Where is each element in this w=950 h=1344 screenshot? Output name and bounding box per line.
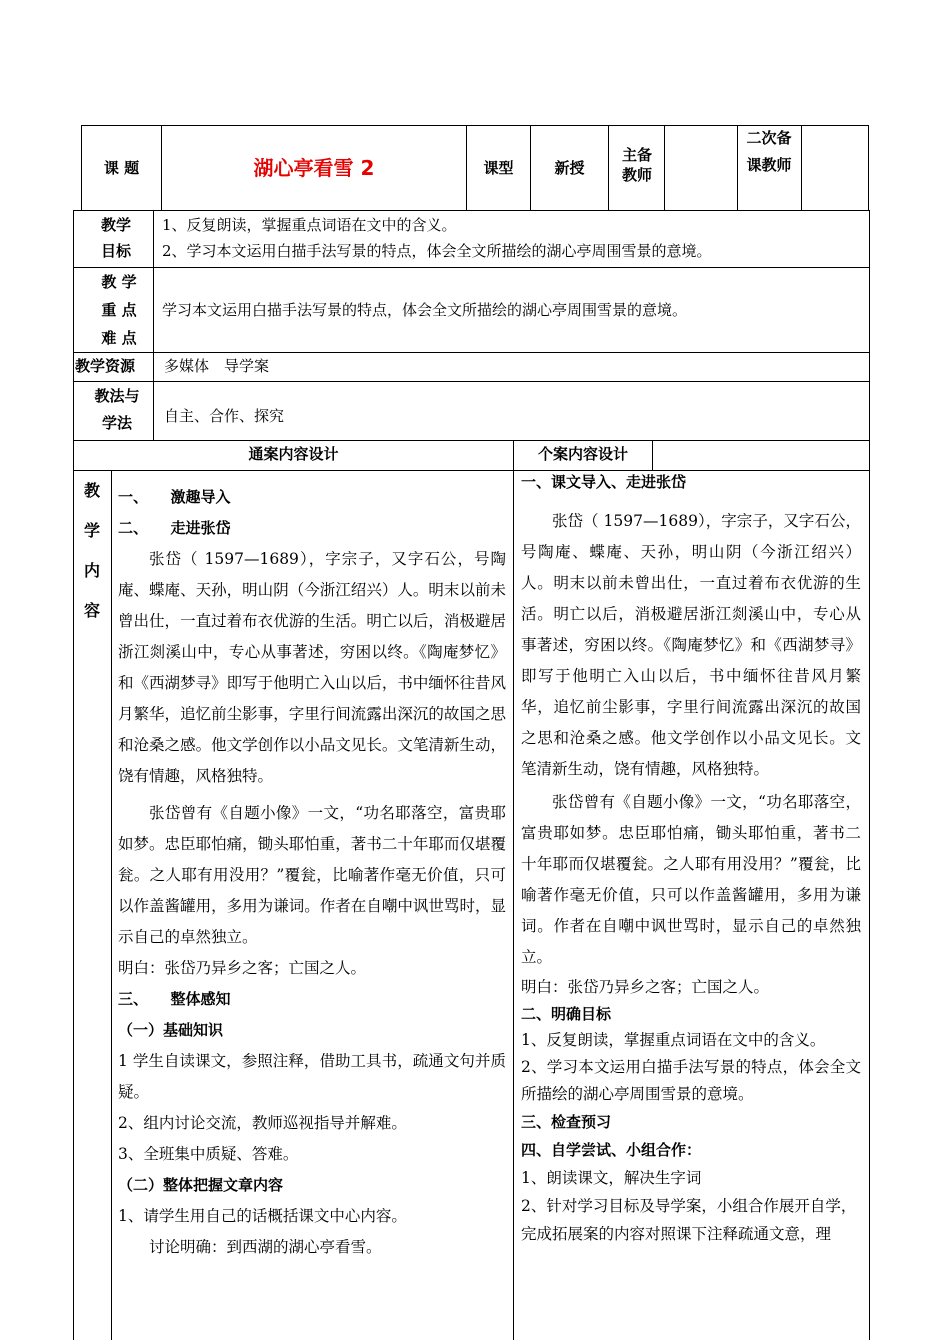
goals-item: 1、反复朗读，掌握重点词语在文中的含义。: [162, 216, 457, 234]
side-label: 教 学 内 容: [83, 481, 100, 620]
common-paragraph-2: 张岱曾有《自题小像》一文，“功名耶落空，富贵耶如梦。忠臣耶怕痛，锄头耶怕重，著书二十年耶而仅堪覆瓮。之人耶有用没用？”覆瓮，比喻著作毫无价值，只可以作盖酱罐用，多用为谦词。作者在自嘲中讽世骂时，显示自己的卓然独立。: [118, 804, 506, 946]
type-label: 课型: [483, 159, 514, 177]
topic-label: 课 题: [103, 159, 140, 177]
individual-task-item: 完成拓展案的内容对照课下注释疏通文意，理: [521, 1225, 832, 1243]
common-paragraph-1: 张岱（ 1597—1689），字宗子，又字石公，号陶庵、蝶庵、天孙，明山阴（今浙江绍兴）人。明末以前未曾出仕，一直过着布衣优游的生活。明亡以后，消极避居浙江剡溪山中，专心从事著述，穷困以终。《陶庵梦忆》和《西湖梦寻》即写于他明亡入山以后，书中缅怀往昔风月繁华，追忆前尘影事，字里行间流露出深沉的故国之思和沧桑之感。他文学创作以小品文见长。文笔清新生动，饶有情趣，风格独特。: [118, 550, 506, 785]
common-list-item: 1、请学生用自己的话概括课文中心内容。: [118, 1207, 407, 1225]
main-teacher-label: 主备教师: [621, 146, 652, 184]
second-teacher-label: 二次备课教师: [746, 129, 792, 174]
lesson-title: 湖心亭看雪 2: [253, 156, 375, 180]
common-subheading-2: （二）整体把握文章内容: [118, 1176, 284, 1194]
common-heading-2: 二、 走进张岱: [118, 519, 231, 537]
resources-label: 教学资源: [75, 357, 136, 375]
individual-heading-4: 四、自学尝试、小组合作：: [521, 1141, 702, 1159]
methods-label: 教法与学法: [94, 387, 140, 432]
individual-task-item: 1、朗读课文，解决生字词: [521, 1169, 702, 1187]
type-value: 新授: [554, 159, 585, 177]
key-points-label: 教 学 重 点 难 点: [101, 273, 137, 347]
resources-text: 多媒体 导学案: [164, 357, 270, 375]
individual-goal-item: 1、反复朗读，掌握重点词语在文中的含义。: [521, 1031, 826, 1049]
individual-paragraph-3: 明白：张岱乃异乡之客；亡国之人。: [521, 978, 770, 996]
individual-heading-3: 三、检查预习: [521, 1113, 612, 1131]
common-design-header: 通案内容设计: [248, 445, 339, 463]
individual-heading-2: 二、明确目标: [521, 1005, 612, 1023]
individual-goal-item: 2、学习本文运用白描手法写景的特点，体会全文所描绘的湖心亭周围雪景的意境。: [521, 1058, 861, 1103]
goals-label: 教学目标: [100, 216, 131, 260]
common-heading-1: 一、 激趣导入: [118, 488, 231, 506]
key-points-text: 学习本文运用白描手法写景的特点，体会全文所描绘的湖心亭周围雪景的意境。: [162, 301, 688, 319]
individual-task-item: 2、针对学习目标及导学案，小组合作展开自学，: [521, 1197, 857, 1215]
common-design-column: [118, 482, 506, 1340]
methods-text: 自主、合作、探究: [164, 407, 285, 425]
common-list-item: 3、全班集中质疑、答难。: [118, 1145, 299, 1163]
common-list-item: 1 学生自读课文，参照注释，借助工具书，疏通文句并质疑。: [118, 1052, 506, 1101]
common-paragraph-3: 明白：张岱乃异乡之客；亡国之人。: [118, 959, 367, 977]
common-subheading-1: （一）基础知识: [118, 1021, 224, 1039]
goals-item: 2、学习本文运用白描手法写景的特点，体会全文所描绘的湖心亭周围雪景的意境。: [162, 242, 712, 260]
common-list-item: 2、组内讨论交流，教师巡视指导并解难。: [118, 1114, 407, 1132]
individual-paragraph-2: 张岱曾有《自题小像》一文，“功名耶落空，富贵耶如梦。忠臣耶怕痛，锄头耶怕重，著书二十年耶而仅堪覆瓮。之人耶有用没用？”覆瓮，比喻著作毫无价值，只可以作盖酱罐用，多用为谦词。作者在自嘲中讽世骂时，显示自己的卓然独立。: [521, 793, 861, 966]
common-list-item: 讨论明确：到西湖的湖心亭看雪。: [149, 1238, 382, 1256]
individual-design-header: 个案内容设计: [537, 445, 628, 463]
individual-paragraph-1: 张岱（ 1597—1689），字宗子，又字石公，号陶庵、蝶庵、天孙，明山阴（今浙江绍兴）人。明末以前未曾出仕，一直过着布衣优游的生活。明亡以后，消极避居浙江剡溪山中，专心从事著述，穷困以终。《陶庵梦忆》和《西湖梦寻》即写于他明亡入山以后，书中缅怀往昔风月繁华，追忆前尘影事，字里行间流露出深沉的故国之思和沧桑之感。他文学创作以小品文见长。文笔清新生动，饶有情趣，风格独特。: [521, 512, 861, 778]
individual-design-column: [521, 467, 861, 1340]
individual-heading-1: 一、课文导入、走进张岱: [521, 473, 687, 491]
common-heading-3: 三、 整体感知: [118, 990, 231, 1008]
